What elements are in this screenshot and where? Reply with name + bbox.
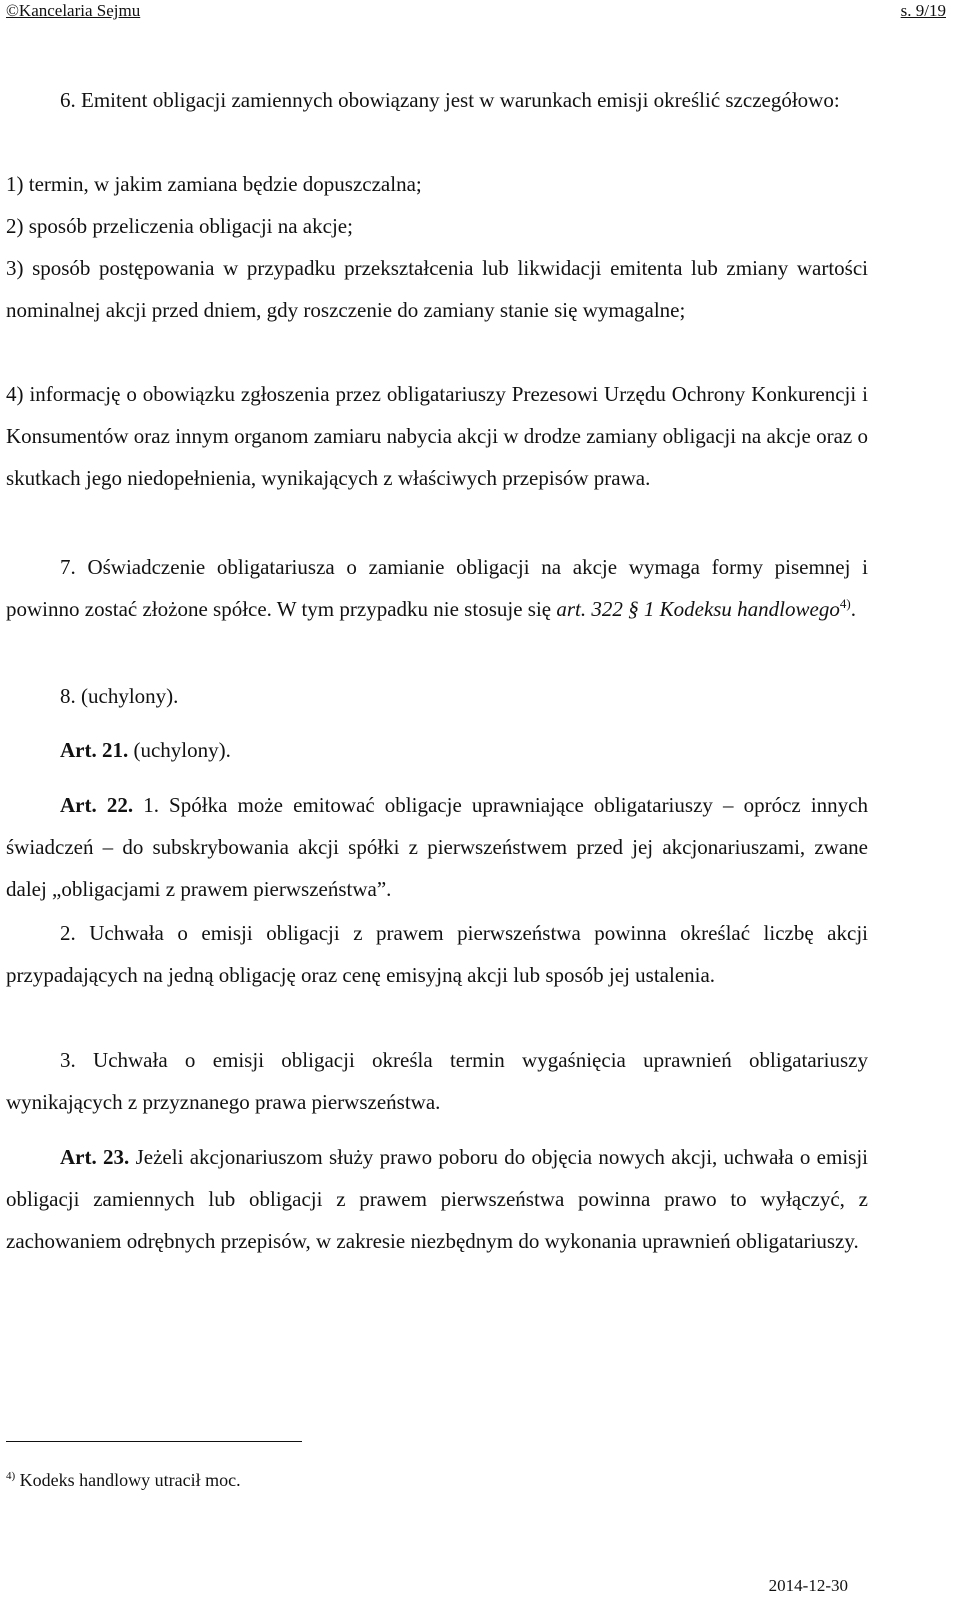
footer-date: 2014-12-30 (768, 1576, 848, 1595)
paragraph-6: 6. Emitent obligacji zamiennych obowiązany jest w warunkach emisji określić szczegółowo: (60, 88, 840, 112)
list-item-4: 4) informację o obowiązku zgłoszenia przez obligatariuszy Prezesowi Urzędu Ochrony Konkurencji i Konsumentów oraz innym organom zamiaru nabycia akcji w drodze zamiany obligacji na akcje oraz o skutkach jego niedopełnienia, wynikających z właściwych przepisów prawa. (6, 382, 868, 490)
article-22-paragraph-1-text: 1. Spółka może emitować obligacje uprawniające obligatariuszy – oprócz innych świadczeń – do subskrybowania akcji spółki z pierwszeństwem przed jej akcjonariuszami, zwane dalej „obligacjami z prawem pierwszeństwa”. (6, 793, 868, 901)
paragraph-7-text: 7. Oświadczenie obligatariusza o zamianie obligacji na akcje wymaga formy pisemnej i powinno zostać złożone spółce. W tym przypadku nie stosuje się (6, 555, 868, 621)
paragraph-8: 8. (uchylony). (60, 684, 179, 708)
paragraph-7-reference: art. 322 § 1 Kodeksu handlowego (556, 597, 840, 621)
paragraph-7 (6, 546, 868, 630)
article-23-label: Art. 23. (60, 1145, 130, 1169)
article-21 (6, 729, 868, 771)
header-page-number: s. 9/19 (900, 1, 946, 20)
article-22-paragraph-3: 3. Uchwała o emisji obligacji określa termin wygaśnięcia uprawnień obligatariuszy wynikających z przyznanego prawa pierwszeństwa. (6, 1048, 868, 1114)
page-header (0, 0, 960, 24)
footnote-reference: 4) (839, 596, 851, 611)
article-21-label: Art. 21. (60, 738, 129, 762)
article-23-text: Jeżeli akcjonariuszom służy prawo poboru do objęcia nowych akcji, uchwała o emisji obligacji zamiennych lub obligacji z prawem pierwszeństwa powinna prawo to wyłączyć, z zachowaniem odrębnych przepisów, w zakresie niezbędnym do wykonania uprawnień obligatariuszy. (6, 1145, 869, 1253)
header-source: ©Kancelaria Sejmu (6, 1, 141, 20)
paragraph-7-tail: . (850, 597, 856, 621)
list-item-3: 3) sposób postępowania w przypadku przekształcenia lub likwidacji emitenta lub zmiany wartości nominalnej akcji przed dniem, gdy roszczenie do zamiany stanie się wymagalne; (6, 256, 868, 322)
article-22-label: Art. 22. (60, 793, 134, 817)
footnote-text: Kodeks handlowy utracił moc. (15, 1470, 241, 1490)
footnote-mark: 4) (6, 1470, 16, 1482)
footnote-separator (6, 1441, 302, 1442)
list-item-1: 1) termin, w jakim zamiana będzie dopuszczalna; (6, 172, 422, 196)
article-22-paragraph-1 (6, 784, 868, 910)
list-item-2: 2) sposób przeliczenia obligacji na akcje; (6, 214, 353, 238)
footnote (6, 1467, 241, 1493)
article-22-paragraph-2: 2. Uchwała o emisji obligacji z prawem pierwszeństwa powinna określać liczbę akcji przypadających na jedną obligację oraz cenę emisyjną akcji lub sposób jej ustalenia. (6, 921, 868, 987)
article-21-text: (uchylony). (128, 738, 231, 762)
article-23 (6, 1136, 868, 1262)
